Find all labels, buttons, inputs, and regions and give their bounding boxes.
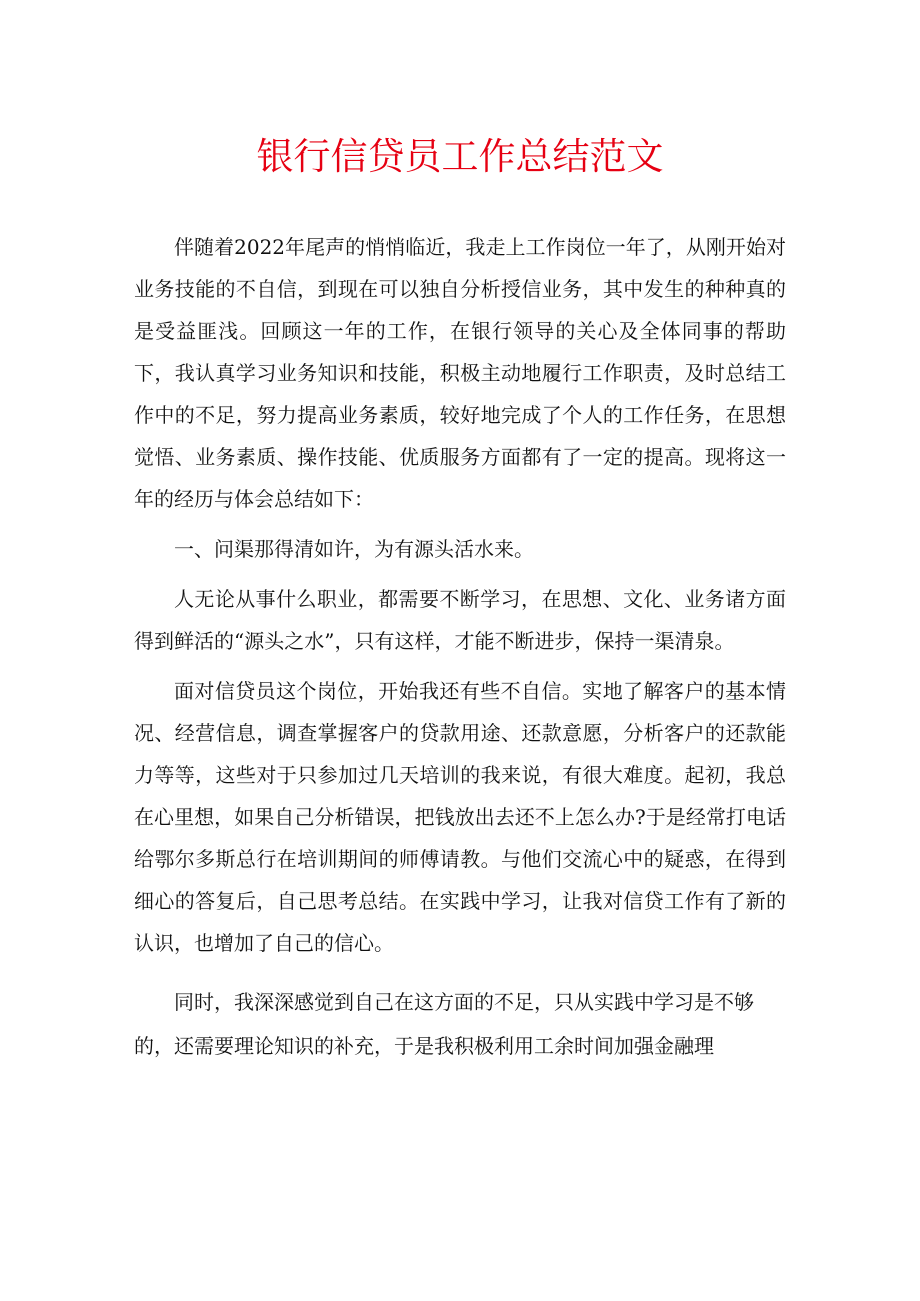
paragraph-intro: 伴随着2022年尾声的悄悄临近，我走上工作岗位一年了，从刚开始对业务技能的不自信，到现在可以独自分析授信业务，其中发生的种种真的是受益匪浅。回顾这一年的工作，在银行领导的关心及全体同事的帮助下，我认真学习业务知识和技能，积极主动地履行工作职责，及时总结工作中的不足，努力提高业务素质，较好地完成了个人的工作任务，在思想觉悟、业务素质、操作技能、优质服务方面都有了一定的提高。现将这一年的经历与体会总结如下： <box>134 235 786 511</box>
section-heading-1: 一、问渠那得清如许，为有源头活水来。 <box>174 537 534 561</box>
document-title: 银行信贷员工作总结范文 <box>256 135 664 178</box>
paragraph-learning: 人无论从事什么职业，都需要不断学习，在思想、文化、业务诸方面得到鲜活的“源头之水”，只有这样，才能不断进步，保持一渠清泉。 <box>134 587 786 653</box>
paragraph-theory: 同时，我深深感觉到自己在这方面的不足，只从实践中学习是不够的，还需要理论知识的补充，于是我积极利用工余时间加强金融理 <box>134 990 754 1058</box>
document-body <box>134 226 786 1068</box>
paragraph-credit-officer: 面对信贷员这个岗位，开始我还有些不自信。实地了解客户的基本情况、经营信息，调查掌握客户的贷款用途、还款意愿，分析客户的还款能力等等，这些对于只参加过几天培训的我来说，有很大难度。起初，我总在心里想，如果自己分析错误，把钱放出去还不上怎么办?于是经常打电话给鄂尔多斯总行在培训期间的师傅请教。与他们交流心中的疑惑，在得到细心的答复后，自己思考总结。在实践中学习，让我对信贷工作有了新的认识，也增加了自己的信心。 <box>134 679 786 955</box>
